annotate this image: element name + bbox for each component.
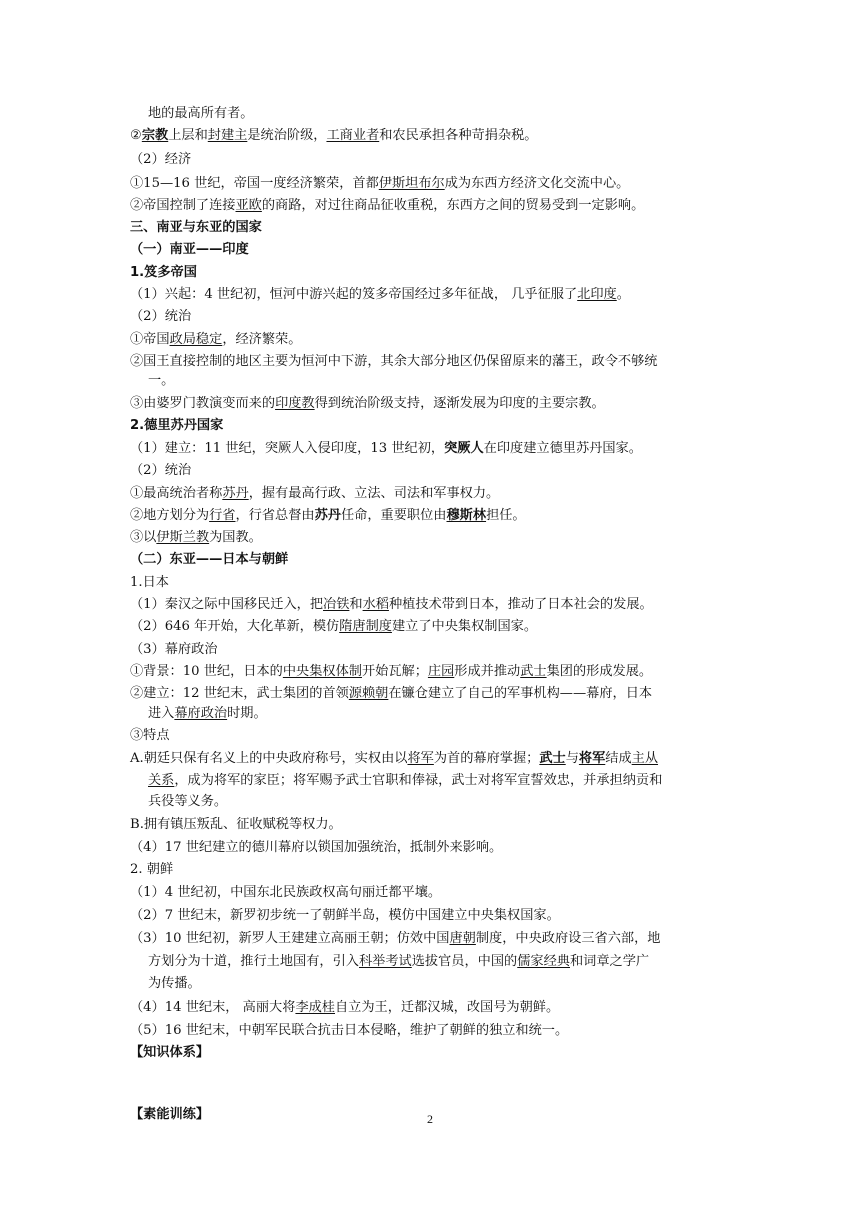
text-segment: ②地方划分为 (130, 508, 210, 523)
text-line (130, 439, 740, 459)
text-line (130, 640, 740, 660)
text-segment: （2）统治 (130, 309, 192, 324)
text-segment: 工商业者 (326, 128, 380, 143)
text-segment: ，行省总督由 (235, 508, 315, 523)
text-segment: ①背景：10 世纪，日本的 (130, 664, 283, 679)
text-line (130, 860, 740, 880)
text-line (130, 484, 740, 504)
text-segment: （4）17 世纪建立的德川幕府以锁国加强统治，抵制外来影响。 (130, 840, 503, 855)
text-line (130, 662, 740, 682)
text-segment: 庄园 (427, 664, 455, 679)
text-line (130, 749, 740, 769)
text-segment: 一。 (148, 373, 175, 388)
text-segment: 结成 (605, 751, 632, 766)
text-segment: ，经济繁荣。 (222, 332, 302, 347)
text-segment: 科举考试 (359, 954, 412, 969)
text-segment: （3）10 世纪初，新罗人王建建立高丽王朝；仿效中国 (130, 931, 450, 946)
text-segment: ，成为将军的家臣；将军赐予武士官职和俸禄，武士对将军宣誓效忠，并承担纳贡和 (174, 773, 663, 788)
text-segment: 为首的幕府掌握； (433, 751, 540, 766)
text-line (130, 352, 740, 372)
text-line (148, 704, 758, 724)
text-segment: 自立为王，迁都汉城，改国号为朝鲜。 (335, 1000, 560, 1015)
text-segment: 在印度建立德里苏丹国家。 (483, 441, 642, 456)
text-segment: 1.日本 (130, 575, 169, 590)
text-segment: 李成桂 (295, 1000, 335, 1015)
text-segment: 【知识体系】 (130, 1045, 210, 1060)
text-line (130, 528, 740, 548)
text-segment: 建立了中央集权制国家。 (391, 619, 538, 634)
text-segment: 将军 (578, 751, 606, 766)
text-segment: 兵役等义务。 (148, 794, 228, 809)
text-line (130, 595, 740, 615)
text-segment: 的商路，对过往商品征收重税，东西方之间的贸易受到一定影响。 (261, 198, 645, 213)
text-line (148, 104, 758, 124)
text-segment: 形成并推动 (454, 664, 521, 679)
text-segment: A.朝廷只保有名义上的中央政府称号，实权由以 (130, 751, 408, 766)
text-segment: 与 (565, 751, 579, 766)
text-segment: 幕府政治 (174, 706, 228, 721)
text-segment: 集团的形成发展。 (546, 664, 653, 679)
text-line (130, 330, 740, 350)
text-segment: 和农民承担各种苛捐杂税。 (379, 128, 538, 143)
text-line (148, 771, 758, 791)
text-segment: 将军 (407, 751, 434, 766)
text-segment: （2）7 世纪末，新罗初步统一了朝鲜半岛，模仿中国建立中央集权国家。 (130, 908, 560, 923)
text-line (130, 906, 740, 926)
text-line (130, 815, 740, 835)
text-segment: （1）秦汉之际中国移民迁入，把 (130, 597, 324, 612)
text-segment: 儒家经典 (517, 954, 570, 969)
text-segment: 伊斯坦布尔 (378, 176, 445, 191)
text-segment: ②建立：12 世纪末，武士集团的首领 (130, 686, 349, 701)
text-line (130, 196, 740, 216)
text-segment: ①最高统治者称 (130, 486, 223, 501)
text-segment: 武士 (520, 664, 547, 679)
text-segment: 北印度 (577, 287, 617, 302)
text-segment: 苏丹 (222, 486, 249, 501)
text-segment: ③由婆罗门教演变而来的 (130, 396, 276, 411)
text-segment: ③特点 (130, 728, 170, 743)
text-segment: 突厥人 (444, 441, 484, 456)
text-segment: 任命，重要职位由 (341, 508, 447, 523)
text-segment: 成为东西方经济文化交流中心。 (444, 176, 630, 191)
text-segment: （二）东亚——日本与朝鲜 (130, 552, 289, 567)
section-heading (130, 240, 740, 260)
text-segment: 唐朝 (449, 931, 476, 946)
text-segment: 在镰仓建立了自己的军事机构——幕府，日本 (388, 686, 653, 701)
text-line (130, 684, 740, 704)
section-heading (130, 1043, 740, 1063)
text-segment: 1.笈多帝国 (130, 265, 197, 280)
text-segment: （1）兴起：4 世纪初，恒河中游兴起的笈多帝国经过多年征战， 几乎征服了 (130, 287, 578, 302)
text-line (130, 726, 740, 746)
text-segment: ②国王直接控制的地区主要为恒河中下游，其余大部分地区仍保留原来的藩王，政令不够统 (130, 354, 658, 369)
text-segment: ③以 (130, 530, 157, 545)
text-segment: 三、南亚与东亚的国家 (130, 220, 262, 235)
text-line (148, 974, 758, 994)
text-segment: 2.德里苏丹国家 (130, 418, 224, 433)
text-segment: 水稻 (362, 597, 389, 612)
text-line (130, 285, 740, 305)
text-segment: 伊斯兰教 (156, 530, 210, 545)
text-segment: 封建主 (207, 128, 248, 143)
text-line (130, 998, 740, 1018)
text-segment: 时期。 (227, 706, 267, 721)
text-line (130, 1021, 740, 1041)
text-line (130, 929, 740, 949)
text-line (130, 573, 740, 593)
text-segment: 方划分为十道，推行土地国有，引入 (148, 954, 359, 969)
text-segment: 和 (349, 597, 363, 612)
section-heading (130, 416, 740, 436)
text-line (130, 150, 740, 170)
text-segment: 宗教 (141, 128, 169, 143)
text-line (130, 838, 740, 858)
text-segment: 穆斯林 (446, 508, 487, 523)
text-line (130, 174, 740, 194)
text-segment: （2）经济 (130, 152, 192, 167)
text-line (130, 506, 740, 526)
text-segment: 。 (616, 287, 630, 302)
text-segment: （2）统治 (130, 463, 192, 478)
text-segment: 主从 (631, 751, 659, 766)
text-segment: 开始瓦解； (361, 664, 428, 679)
text-segment: （5）16 世纪末，中朝军民联合抗击日本侵略，维护了朝鲜的独立和统一。 (130, 1023, 569, 1038)
section-heading (130, 263, 740, 283)
text-line (148, 792, 758, 812)
text-segment: （一）南亚——印度 (130, 242, 249, 257)
text-line (130, 307, 740, 327)
text-segment: （1）4 世纪初，中国东北民族政权高句丽迁都平壤。 (130, 885, 442, 900)
text-segment: 选拔官员，中国的 (411, 954, 518, 969)
text-segment: 武士 (539, 751, 566, 766)
text-segment: 为传播。 (148, 976, 201, 991)
text-segment: 得到统治阶级支持，逐渐发展为印度的主要宗教。 (314, 396, 605, 411)
text-segment: 和词章之学广 (570, 954, 650, 969)
text-segment: （1）建立：11 世纪，突厥人入侵印度，13 世纪初， (130, 441, 445, 456)
text-segment: 担任。 (486, 508, 526, 523)
text-segment: 种植技术带到日本，推动了日本社会的发展。 (388, 597, 653, 612)
text-line (130, 883, 740, 903)
text-segment: 冶铁 (323, 597, 350, 612)
text-segment: 政局稳定 (169, 332, 223, 347)
text-segment: 是统治阶级， (247, 128, 327, 143)
text-segment: 制度，中央政府设三省六部，地 (475, 931, 661, 946)
text-line (130, 394, 740, 414)
text-segment: ，握有最高行政、立法、司法和军事权力。 (248, 486, 500, 501)
page-number: 2 (427, 1112, 433, 1126)
text-segment: 2. 朝鲜 (130, 862, 174, 877)
text-line (130, 461, 740, 481)
text-segment: 上层和 (168, 128, 208, 143)
text-segment: 苏丹 (314, 508, 341, 523)
text-segment: （3）幕府政治 (130, 642, 218, 657)
text-segment: 源赖朝 (348, 686, 389, 701)
text-segment: ①15—16 世纪，帝国一度经济繁荣，首都 (130, 176, 379, 191)
text-segment: 行省 (209, 508, 236, 523)
text-segment: 中央集权体制 (282, 664, 362, 679)
text-segment: 隋唐制度 (339, 619, 392, 634)
text-segment: （2）646 年开始，大化革新，模仿 (130, 619, 340, 634)
section-heading (130, 550, 740, 570)
text-segment: 关系 (148, 773, 175, 788)
text-line (148, 952, 758, 972)
text-segment: 进入 (148, 706, 175, 721)
text-line (130, 126, 740, 146)
text-segment: ②帝国控制了连接 (130, 198, 236, 213)
text-segment: B.拥有镇压叛乱、征收赋税等权力。 (130, 817, 342, 832)
text-line (148, 371, 758, 391)
section-heading (130, 218, 740, 238)
text-segment: 地的最高所有者。 (148, 106, 254, 121)
text-segment: 印度教 (275, 396, 315, 411)
text-segment: 为国教。 (209, 530, 262, 545)
text-line (130, 617, 740, 637)
text-segment: （4）14 世纪末， 高丽大将 (130, 1000, 296, 1015)
text-segment: ①帝国 (130, 332, 170, 347)
text-segment: 【素能训练】 (130, 1107, 210, 1122)
text-segment: 亚欧 (235, 198, 262, 213)
text-segment: ② (130, 128, 142, 143)
